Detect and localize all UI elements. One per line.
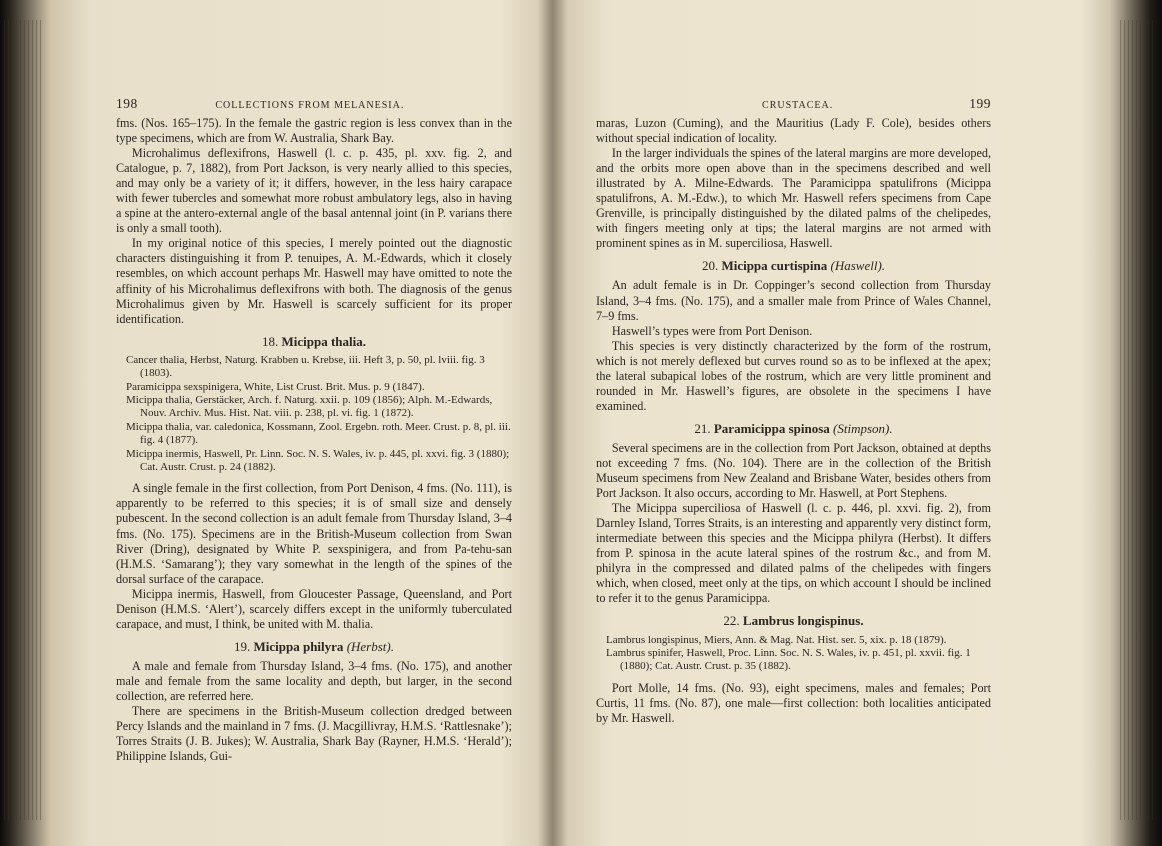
species-heading [596, 421, 991, 436]
paragraph: Port Molle, 14 fms. (No. 93), eight specimens, males and females; Port Curtis, 11 fms. (No. 87), one male—first collection: both localities anticipated by Mr. Haswell. [596, 680, 991, 725]
synonymy-entry: Paramicippa sexspinigera, White, List Crust. Brit. Mus. p. 9 (1847). [126, 380, 425, 393]
species-heading [596, 258, 991, 273]
species-number: 21. [694, 420, 711, 436]
synonymy-entry: Micippa thalia, var. caledonica, Kossmann, Zool. Ergebn. roth. Meer. Crust. p. 8, pl. iii. fig. 4 (1877). [126, 420, 511, 447]
right-page-edges [1120, 20, 1156, 820]
species-number: 19. [234, 638, 251, 654]
species-authority: (Haswell). [830, 258, 886, 274]
left-page-edges [4, 20, 44, 820]
species-name: Micippa philyra [253, 638, 344, 654]
species-name: Micippa thalia. [281, 333, 366, 349]
page-number: 199 [969, 96, 991, 111]
paragraph: Microhalimus deflexifrons, Haswell (l. c. p. 435, pl. xxv. fig. 2, and Catalogue, p. 7, 1882), from Port Jackson, is very nearly allied to this species, and may only be a variety of it; it differs, however, in the less hairy carapace with fewer tubercles and somewhat more robust ambulatory legs, also in having a spine at the antero-external angle of the basal antennal joint (in P. varians there is only a small tooth). [116, 146, 512, 236]
synonymy-list [606, 634, 991, 674]
synonymy-entry: Micippa thalia, Gerstäcker, Arch. f. Naturg. xxii. p. 109 (1856); Alph. M.-Edwards, Nouv. Archiv. Mus. Hist. Nat. viii. p. 238, pl. vi. fig. 1 (1872). [126, 393, 493, 420]
synonymy-entry: Lambrus spinifer, Haswell, Proc. Linn. Soc. N. S. Wales, iv. p. 451, pl. xxvii. fig. 1 (1880); Cat. Austr. Crust. p. 35 (1882). [606, 646, 971, 673]
left-page [116, 96, 512, 764]
right-page-header [596, 96, 991, 116]
species-name: Lambrus longispinus. [742, 613, 864, 629]
running-head: CRUSTACEA. [762, 100, 834, 111]
synonymy-entry: Lambrus longispinus, Miers, Ann. & Mag. Nat. Hist. ser. 5, xix. p. 18 (1879). [606, 633, 947, 646]
species-number: 22. [723, 613, 740, 629]
paragraph: Several specimens are in the collection from Port Jackson, obtained at depths not exceeding 7 fms. (No. 104). There are in the collection of the British Museum specimens from New Zealand and Brisbane Water, besides others from Port Jackson. It also occurs, according to Mr. Haswell, at Port Stephens. [596, 440, 991, 501]
synonymy-entry: Micippa inermis, Haswell, Pr. Linn. Soc. N. S. Wales, iv. p. 445, pl. xxvi. fig. 3 (1880); Cat. Austr. Crust. p. 24 (1882). [126, 447, 510, 473]
species-number: 18. [261, 333, 279, 349]
species-authority: (Stimpson). [833, 420, 893, 436]
species-authority: (Herbst). [346, 638, 394, 654]
paragraph: An adult female is in Dr. Coppinger’s second collection from Thursday Island, 3–4 fms. (No. 175), and a smaller male from Prince of Wales Channel, 7–9 fms. [596, 278, 991, 323]
species-name: Paramicippa spinosa [713, 420, 830, 436]
paragraph: This species is very distinctly characterized by the form of the rostrum, which is not merely deflexed but curves round so as to be inflexed at the apex; the lateral subapical lobes of the rostrum, which are very little prominent and rounded in Mr. Haswell’s figures, are obsolete in the specimens I have examined. [596, 338, 991, 413]
paragraph: A male and female from Thursday Island, 3–4 fms. (No. 175), and another male and female from the same locality and depth, but larger, in the second collection, are referred here. [116, 658, 512, 703]
paragraph: In the larger individuals the spines of the lateral margins are more developed, and the orbits more open above than in the specimens described and well illustrated by A. Milne-Edwards. The Paramicippa spatulifrons (Micippa spatulifrons, A. M.-Edw.), to which Mr. Haswell refers specimens from Cape Grenville, is principally distinguished by the dilated palms of the chelipedes, with fingers meeting only at tips; the lateral margins are not armed with prominent spines as in M. superciliosa, Haswell. [596, 146, 991, 251]
paragraph: fms. (Nos. 165–175). In the female the gastric region is less convex than in the type specimens, which are from W. Australia, Shark Bay. [116, 116, 512, 146]
book-gutter [538, 0, 568, 846]
synonymy-list [126, 354, 512, 475]
paragraph: The Micippa superciliosa of Haswell (l. c. p. 446, pl. xxvi. fig. 2), from Darnley Island, Torres Straits, is an interesting and apparently very distinct form, intermediate between this species and the Micippa philyra (Herbst). It differs from P. spinosa in the acute lateral spines of the rostrum &c., and from M. philyra in the compressed and dilated palms of the chelipedes with fingers which, when closed, meet only at the tips, on which account I should be inclined to refer it to the genus Paramicippa. [596, 501, 991, 606]
species-name: Micippa curtispina [721, 258, 828, 274]
species-number: 20. [701, 258, 719, 274]
species-heading [116, 639, 512, 654]
left-page-header [116, 96, 512, 116]
species-heading [596, 613, 991, 628]
page-number: 198 [116, 96, 138, 111]
paragraph: Micippa inermis, Haswell, from Gloucester Passage, Queensland, and Port Denison (H.M.S. ‘Alert’), scarcely differs except in the uniformly tuberculated carapace, and must, I think, be united with M. thalia. [116, 586, 512, 631]
running-head: COLLECTIONS FROM MELANESIA. [215, 100, 405, 111]
paragraph: A single female in the first collection, from Port Denison, 4 fms. (No. 111), is apparently to be referred to this species; it is of small size and densely pubescent. In the second collection is an adult female from Thursday Island, 3–4 fms. (No. 175). Specimens are in the British-Museum collection from Swan River (Dring), designated by White P. sexspinigera, and from Pa-tehu-san (H.M.S. ‘Samarang’); they vary somewhat in the length of the spines of the dorsal surface of the carapace. [116, 481, 512, 586]
right-page [596, 96, 991, 726]
paragraph: In my original notice of this species, I merely pointed out the diagnostic characters distinguishing it from P. tenuipes, A. M.-Edwards, which it closely resembles, on which account perhaps Mr. Haswell may have omitted to note the affinity of his Microhalimus deflexifrons with both. The diagnosis of the genus Microhalimus given by Mr. Haswell is scarcely sufficient for its proper identification. [116, 236, 512, 326]
paragraph: maras, Luzon (Cuming), and the Mauritius (Lady F. Cole), besides others without special indication of locality. [596, 116, 991, 146]
synonymy-entry: Cancer thalia, Herbst, Naturg. Krabben u. Krebse, iii. Heft 3, p. 50, pl. lviii. fig. 3 (1803). [126, 353, 485, 380]
species-heading [116, 334, 512, 349]
paragraph: Haswell’s types were from Port Denison. [611, 323, 813, 338]
paragraph: There are specimens in the British-Museum collection dredged between Percy Islands and the mainland in 7 fms. (J. Macgillivray, H.M.S. ‘Rattlesnake’); Torres Straits (J. B. Jukes); W. Australia, Shark Bay (Rayner, H.M.S. ‘Herald’); Philippine Islands, Gui- [116, 704, 512, 764]
